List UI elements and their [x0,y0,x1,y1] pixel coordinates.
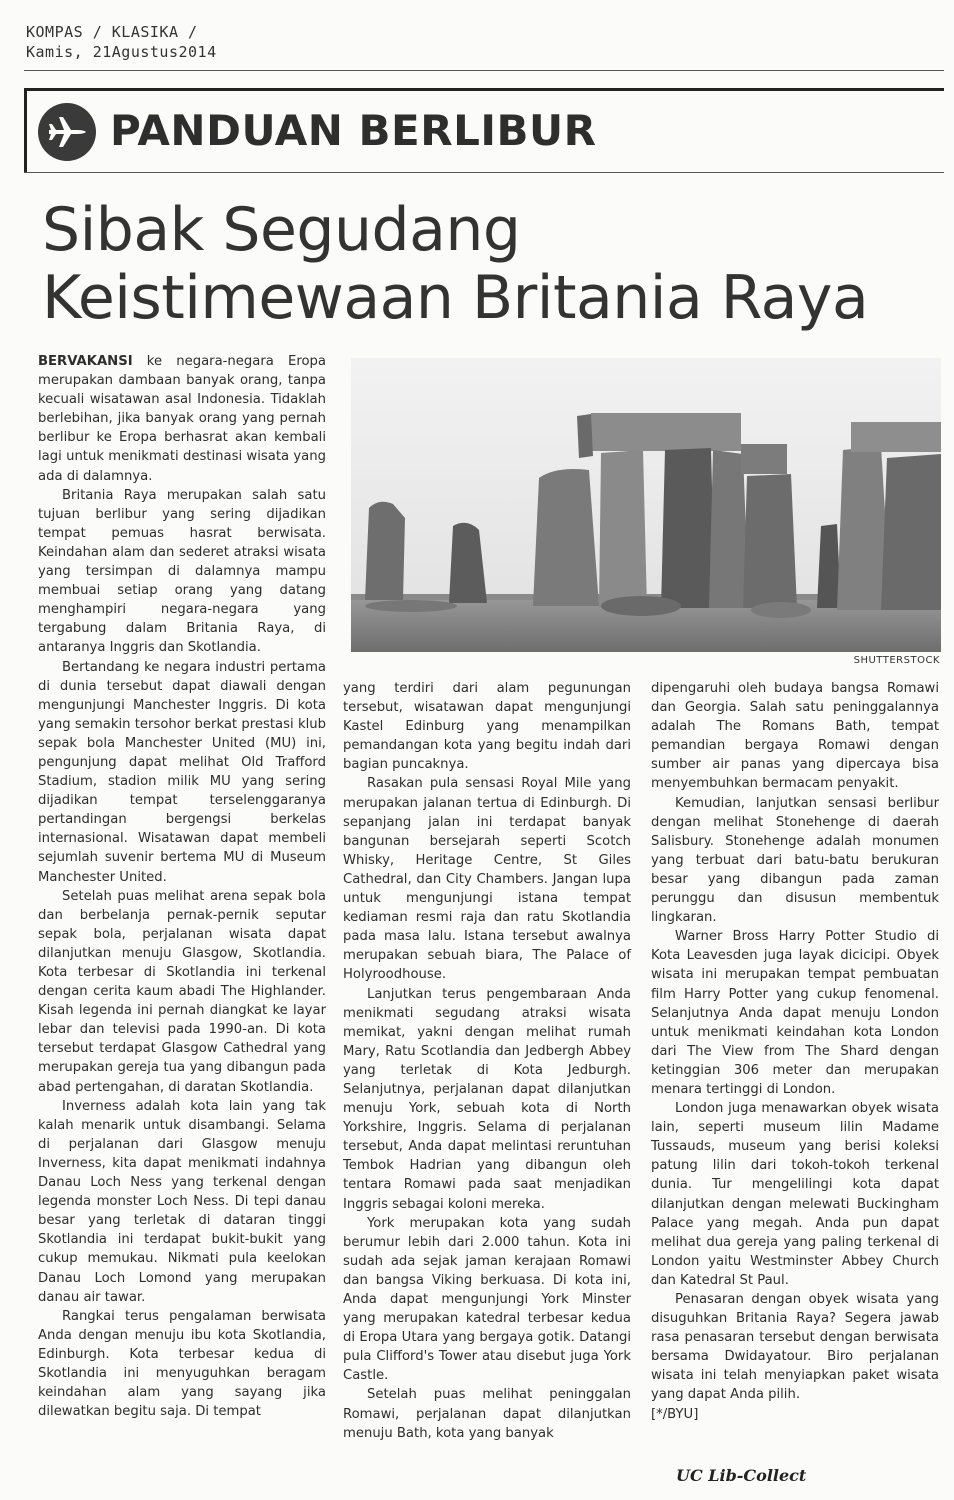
headline [42,196,922,332]
airplane-icon [38,103,96,161]
publication-date: Kamis, 21Agustus2014 [26,43,217,61]
paragraph: yang terdiri dari alam pegunungan tersebut, wisatawan dapat mengunjungi Kastel Edinburg yang menampilkan pemandangan kota yang begitu indah dari bagian puncaknya. [343,681,631,773]
masthead-rule [24,70,944,71]
article-column-2 [343,679,631,1443]
article-column-3 [651,679,939,1424]
paragraph: Inverness adalah kota lain yang tak kalah menarik untuk disambangi. Selama di perjalanan dari Glasgow menuju Inverness, kita dapat menikmati indahnya Danau Loch Ness yang terkenal dengan legenda monster Loch Ness. Di tepi danau besar yang terletak di dataran tinggi Skotlandia ini terdapat bukit-bukit yang cukup memukau. Nikmati pula keelokan Danau Loch Lomond yang merupakan danau air tawar. [38,1098,326,1305]
masthead [26,22,217,62]
paragraph: Britania Raya merupakan salah satu tujuan berlibur yang sering dijadikan tempat pemuas hasrat berwisata. Keindahan alam dan sederet atraksi wisata yang tersimpan di dalamnya mampu membuai setiap orang yang datang menghampiri negara-negara yang tergabung dalam Britania Raya, di antaranya Inggris dan Skotlandia. [38,487,326,656]
headline-line-1: Sibak Segudang [42,195,521,265]
author-signature: [*/BYU] [651,1406,699,1422]
paragraph: London juga menawarkan obyek wisata lain, seperti museum lilin Madame Tussauds, museum yang berisi koleksi patung lilin dari tokoh-tokoh terkenal dunia. Tur mengelilingi kota dapat dilanjutkan dengan melewati Buckingham Palace yang megah. Anda pun dapat melihat dua gereja yang paling terkenal di London yaitu Westminster Abbey Church dan Katedral St Paul. [651,1101,939,1288]
paragraph: Warner Bross Harry Potter Studio di Kota Leavesden juga layak dicicipi. Obyek wisata ini merupakan tempat pembuatan film Harry Potter yang cukup fenomenal. Selanjutnya Anda dapat menuju London untuk menikmati keindahan kota London dari The View from The Shard dengan ketinggian 306 meter dan merupakan menara tertinggi di London. [651,929,939,1097]
paragraph-text: ke negara-negara Eropa merupakan dambaan banyak orang, tanpa kecuali wisatawan asal Indonesia. Tidaklah berlebihan, jika banyak orang yang pernah berlibur ke Eropa berhasrat akan kembali lagi untuk menikmati destinasi wisata yang ada di dalamnya. [38,354,326,484]
paragraph: Kemudian, lanjutkan sensasi berlibur dengan melihat Stonehenge di daerah Salisbury. Stonehenge adalah monumen yang terbuat dari batu-batu berukuran besar yang dibangun pada zaman perunggu dan disusun membentuk lingkaran. [651,795,939,926]
article-column-1 [38,352,326,1421]
paragraph: York merupakan kota yang sudah berumur lebih dari 2.000 tahun. Kota ini sudah ada sejak jaman kerajaan Romawi dan bangsa Viking berkuasa. Di kota ini, Anda dapat mengunjungi York Minster yang merupakan katedral terbesar kedua di Eropa Utara yang bergaya gotik. Datangi pula Clifford's Tower atau disebut juga York Castle. [343,1215,631,1384]
paragraph: Bertandang ke negara industri pertama di dunia tersebut dapat diawali dengan mengunjungi Manchester Inggris. Di kota yang semakin tersohor berkat prestasi klub sepak bola Manchester United (MU) ini, pengunjung dapat melihat Old Trafford Stadium, stadion milik MU yang sering dijadikan tempat terselenggaranya pertandingan bergengsi berkelas internasional. Wisatawan dapat membeli sejumlah suvenir bertema MU di Museum Manchester United. [38,659,326,885]
rubric-side-bar [24,88,27,172]
rubric-title: PANDUAN BERLIBUR [110,106,597,155]
paragraph: Rangkai terus pengalaman berwisata Anda dengan menuju ibu kota Skotlandia, Edinburgh. Kota terbesar kedua di Skotlandia ini menyuguhkan beragam keindahan alam yang sayang jika dilewatkan begitu saja. Di tempat [38,1308,326,1420]
paragraph: Setelah puas melihat peninggalan Romawi, perjalanan dapat dilanjutkan menuju Bath, kota yang banyak [343,1387,631,1441]
paragraph: Rasakan pula sensasi Royal Mile yang merupakan jalanan tertua di Edinburgh. Di sepanjang jalan ini terdapat banyak bangunan bersejarah seperti Scotch Whisky, Heritage Centre, St Giles Cathedral, dan City Chambers. Jangan lupa untuk mengunjungi istana tempat kediaman resmi raja dan ratu Skotlandia pada masa lalu. Istana tersebut awalnya merupakan sebuah biara, The Palace of Holyroodhouse. [343,776,631,983]
stonehenge-photo [351,358,941,652]
lead-word: BERVAKANSI [38,354,133,369]
paragraph: Lanjutkan terus pengembaraan Anda menikmati segudang atraksi wisata memikat, yakni dengan melihat rumah Mary, Ratu Scotlandia dan Jedbergh Abbey yang terletak di Kota Jedburgh. Selanjutnya, perjalanan dapat dilanjutkan menuju York, sebuah kota di North Yorkshire, Inggris. Selama di perjalanan tersebut, Anda dapat melintasi reruntuhan Tembok Hadrian yang dibangun oleh tentara Romawi pada saat menjadikan Inggris sebagai koloni mereka. [343,986,631,1212]
paragraph [38,352,326,486]
headline-line-2: Keistimewaan Britania Raya [42,263,869,333]
rubric-top-rule [24,88,944,91]
paragraph: dipengaruhi oleh budaya bangsa Romawi dan Georgia. Salah satu peninggalannya adalah The Romans Bath, tempat pemandian bergaya Romawi dengan sumber air panas yang dipercaya bisa menyembuhkan bermacam penyakit. [651,681,939,792]
rubric-bottom-rule [24,172,944,173]
collection-stamp: UC Lib-Collect [676,1466,807,1485]
publication-label: KOMPAS / KLASIKA / [26,23,198,41]
paragraph: Setelah puas melihat arena sepak bola dan berbelanja pernak-pernik seputar sepak bola, perjalanan wisata dapat dilanjutkan menuju Glasgow, Skotlandia. Kota terbesar di Skotlandia ini terkenal dengan cerita kaum abadi The Highlander. Kisah legenda ini pernah diangkat ke layar lebar dan televisi pada 1990-an. Di kota tersebut terdapat Glasgow Cathedral yang merupakan gereja tua yang dibangun pada abad pertengahan, di daratan Skotlandia. [38,888,326,1095]
photo-credit: SHUTTERSTOCK [853,655,940,666]
paragraph: Penasaran dengan obyek wisata yang disuguhkan Britania Raya? Segera jawab rasa penasaran tersebut dengan berwisata bersama Dwidayatour. Biro perjalanan wisata ini telah menyiapkan paket wisata yang dapat Anda pilih. [651,1292,939,1403]
